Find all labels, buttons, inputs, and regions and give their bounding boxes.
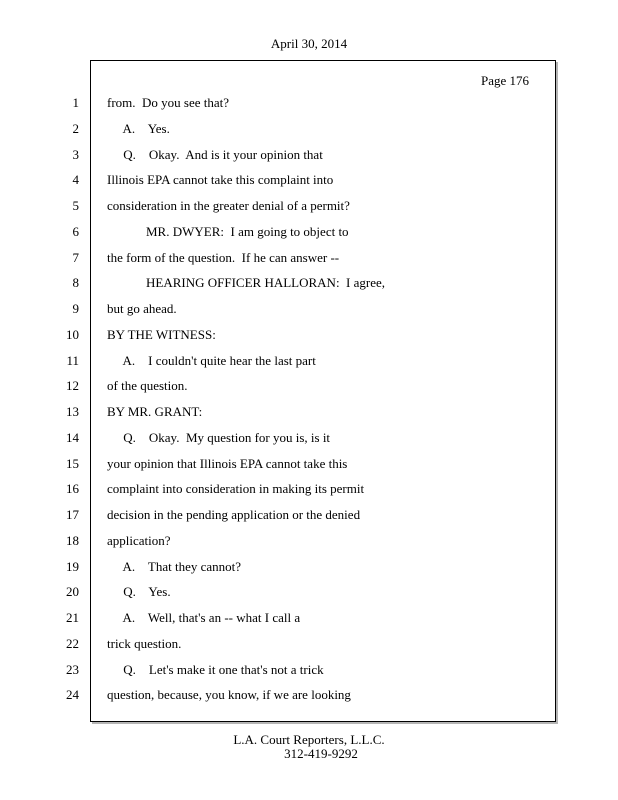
line-number: 20 [66,584,79,599]
transcript-line: Illinois EPA cannot take this complaint into [107,172,334,187]
line-number: 7 [72,250,79,265]
transcript-line: HEARING OFFICER HALLORAN: I agree, [107,275,386,290]
transcript-line: complaint into consideration in making its permit [107,481,365,496]
line-number: 1 [72,95,79,110]
transcript-line: of the question. [107,378,188,393]
line-number: 9 [72,301,79,316]
line-number: 2 [72,121,79,136]
footer-phone: 312-419-9292 [284,746,358,761]
line-number: 16 [66,481,79,496]
line-number: 21 [66,610,79,625]
transcript-line: BY MR. GRANT: [107,404,203,419]
line-number: 23 [66,662,79,677]
line-number: 3 [72,147,79,162]
transcript-line: question, because, you know, if we are looking [107,687,351,702]
line-number: 6 [72,224,79,239]
header-date: April 30, 2014 [270,36,348,51]
footer-company: L.A. Court Reporters, L.L.C. [233,732,385,747]
transcript-line: Q. Yes. [107,584,171,599]
transcript-line: Q. Okay. My question for you is, is it [107,430,331,445]
transcript-line: the form of the question. If he can answer -- [107,250,340,265]
transcript-line: BY THE WITNESS: [107,327,216,342]
line-number: 8 [72,275,79,290]
transcript-line: Q. Let's make it one that's not a trick [107,662,324,677]
line-number: 10 [66,327,79,342]
line-number: 19 [66,559,79,574]
line-number: 18 [66,533,79,548]
transcript-line: but go ahead. [107,301,177,316]
transcript-line: A. That they cannot? [107,559,242,574]
transcript-line: your opinion that Illinois EPA cannot take this [107,456,348,471]
transcript-line: A. I couldn't quite hear the last part [107,353,316,368]
transcript-line: A. Yes. [107,121,170,136]
transcript-line: application? [107,533,171,548]
transcript-line: Q. Okay. And is it your opinion that [107,147,323,162]
transcript-line: from. Do you see that? [107,95,230,110]
line-number: 13 [66,404,79,419]
transcript-line: decision in the pending application or the denied [107,507,361,522]
transcript-line: MR. DWYER: I am going to object to [107,224,349,239]
line-number: 11 [66,353,79,368]
line-number: 15 [66,456,79,471]
line-number: 14 [66,430,79,445]
transcript-line: A. Well, that's an -- what I call a [107,610,301,625]
line-number: 12 [66,378,79,393]
page-number: Page 176 [480,73,529,88]
transcript-line: consideration in the greater denial of a permit? [107,198,350,213]
line-number: 22 [66,636,79,651]
transcript-line: trick question. [107,636,182,651]
line-number: 4 [72,172,79,187]
line-number: 24 [66,687,79,702]
line-number: 5 [72,198,79,213]
line-number: 17 [66,507,79,522]
